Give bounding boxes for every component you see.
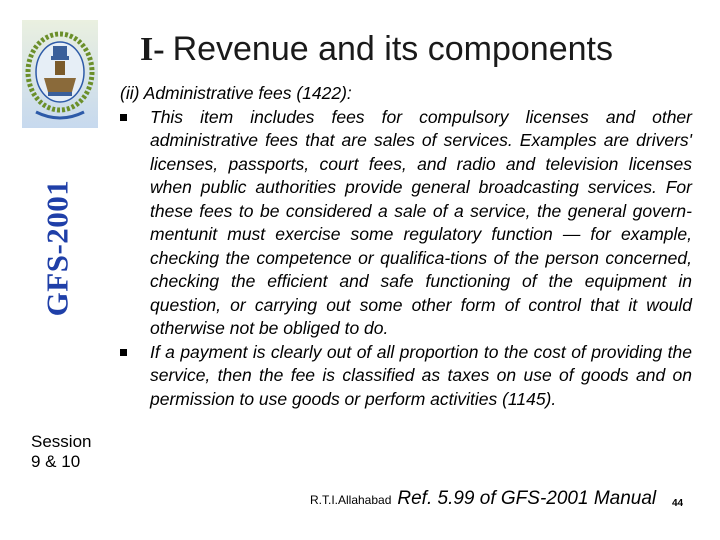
session-info (31, 432, 91, 472)
footer (310, 488, 656, 510)
title-roman-numeral: I- (140, 31, 165, 68)
bullet-text: If a payment is clearly out of all proportion to the cost of providing the service, then the fee is classified as taxes on use of goods and on permission to use goods or perform activities (1145). (150, 341, 692, 409)
subheading: (ii) Administrative fees (1422): (120, 83, 352, 103)
vertical-gfs-label (22, 158, 92, 338)
session-label: Session (31, 432, 92, 451)
bullet-item (120, 341, 692, 412)
gfs-label-text: GFS-2001 (39, 179, 74, 317)
square-bullet-icon (120, 106, 132, 121)
bullet-item (120, 106, 692, 341)
square-bullet-icon (120, 341, 132, 356)
slide-content (120, 82, 692, 411)
emblem-logo (22, 20, 98, 128)
footer-organization: R.T.I.Allahabad (310, 493, 392, 507)
page-title (140, 30, 613, 69)
title-text: Revenue and its components (172, 30, 613, 68)
session-number: 9 & 10 (31, 452, 81, 471)
page-number: 44 (672, 498, 684, 509)
footer-reference: Ref. 5.99 of GFS-2001 Manual (397, 488, 657, 509)
bullet-text: This item includes fees for compulsory licenses and other administrative fees that are sales of services. Examples are drivers' licenses, passports, court fees, and radio and television licenses when public authorities provide general broadcasting services. For these fees to be considered a sale of a service, the general govern-mentunit must exercise some regulatory function — for example, checking the competence or qualifica-tions of the person concerned, checking the efficient and safe functioning of the equipment in question, or carrying out some other form of control that it would otherwise not be obliged to do. (150, 106, 692, 338)
indian-audit-emblem-icon (22, 20, 98, 128)
